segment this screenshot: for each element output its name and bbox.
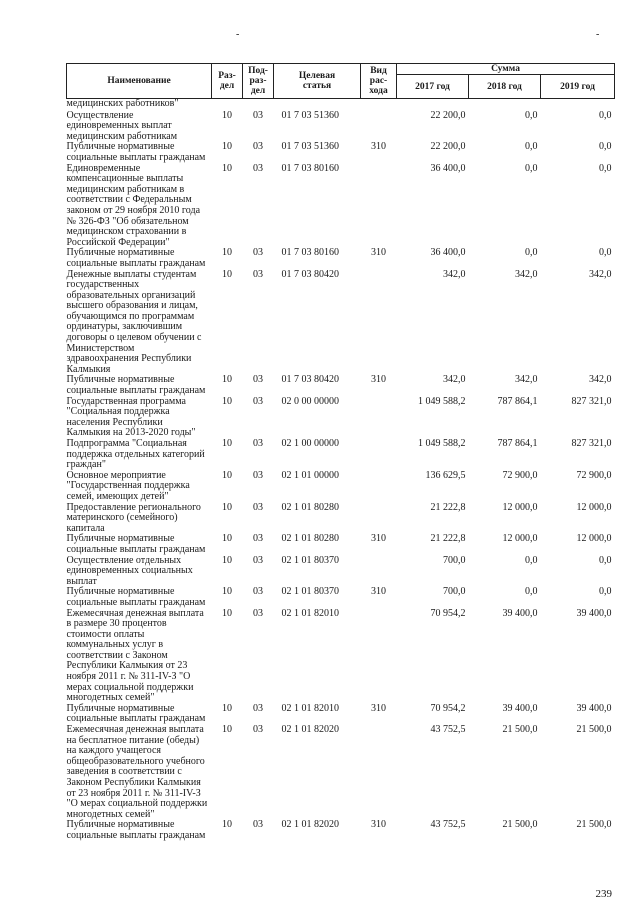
row-sum-2019: 21 500,0 <box>576 724 612 736</box>
row-target: 01 7 03 80160 <box>281 162 339 174</box>
row-razdel <box>212 99 243 110</box>
row-sum-2019: 12 000,0 <box>576 501 612 513</box>
row-name: Основное мероприятие "Государственная поддержка семей, имеющих детей" <box>66 469 190 502</box>
row-vid: 310 <box>371 702 386 714</box>
row-vid <box>361 397 397 439</box>
row-vid: 310 <box>371 586 386 598</box>
row-target <box>274 99 361 110</box>
row-target: 02 1 01 00000 <box>281 469 339 481</box>
table-row <box>67 704 615 725</box>
row-podrazdel: 03 <box>253 438 263 449</box>
row-target: 02 1 01 80370 <box>281 554 339 566</box>
row-sum-2018: 0,0 <box>525 554 538 566</box>
row-sum-2017: 22 200,0 <box>430 141 466 153</box>
table-body <box>67 99 615 842</box>
row-sum-2019: 0,0 <box>599 586 612 598</box>
row-name: Единовременные компенсационные выплаты медицинским работникам в соответствии с Федеральным законом от 29 ноября 2010 года № 326-ФЗ "Об обязательном медицинском страховании в Российской Федерации" <box>66 162 201 248</box>
header-razdel: Раз- дел <box>212 64 243 99</box>
top-mark-right: - <box>596 29 600 40</box>
header-name: Наименование <box>67 64 212 99</box>
row-vid <box>361 725 397 820</box>
row-sum-2017: 1 049 588,2 <box>418 395 466 407</box>
row-razdel: 10 <box>222 724 232 736</box>
row-sum-2019: 827 321,0 <box>571 395 612 407</box>
row-vid <box>361 471 397 503</box>
row-sum-2018: 21 500,0 <box>502 724 538 736</box>
table-row <box>67 587 615 608</box>
row-sum-2018: 0,0 <box>525 586 538 598</box>
page-number: 239 <box>595 888 612 900</box>
row-sum-2017: 43 752,5 <box>430 819 466 831</box>
row-target: 02 1 00 00000 <box>281 438 339 449</box>
row-target: 02 0 00 00000 <box>281 395 339 407</box>
table-row <box>67 142 615 163</box>
header-sum: Сумма <box>397 64 615 75</box>
row-razdel: 10 <box>222 819 232 831</box>
row-target: 02 1 01 82020 <box>281 724 339 736</box>
row-podrazdel: 03 <box>253 724 263 736</box>
row-target: 01 7 03 51360 <box>281 109 339 121</box>
row-vid: 310 <box>371 141 386 153</box>
row-sum-2018: 787 864,1 <box>497 395 538 407</box>
row-target: 01 7 03 80420 <box>281 374 339 386</box>
row-razdel: 10 <box>222 141 232 153</box>
row-sum-2018: 12 000,0 <box>502 533 538 545</box>
row-podrazdel: 03 <box>253 554 263 566</box>
row-sum-2017: 36 400,0 <box>430 162 466 174</box>
table-row <box>67 270 615 376</box>
row-sum-2019: 342,0 <box>589 374 612 386</box>
row-name: Публичные нормативные социальные выплаты гражданам <box>66 533 206 555</box>
table-row <box>67 503 615 535</box>
row-name: Подпрограмма "Социальная поддержка отдельных категорий граждан" <box>66 438 205 471</box>
row-sum-2018: 787 864,1 <box>497 438 538 449</box>
row-sum-2019: 827 321,0 <box>571 438 612 449</box>
row-name: Публичные нормативные социальные выплаты гражданам <box>66 702 206 725</box>
row-target: 01 7 03 51360 <box>281 141 339 153</box>
table-row <box>67 609 615 704</box>
row-sum-2018: 342,0 <box>515 374 538 386</box>
row-name: Публичные нормативные социальные выплаты гражданам <box>66 819 206 841</box>
row-target: 01 7 03 80420 <box>281 268 339 280</box>
row-target: 02 1 01 80280 <box>281 533 339 545</box>
row-razdel: 10 <box>222 374 232 386</box>
row-sum-2018: 39 400,0 <box>502 607 538 619</box>
row-sum-2017: 342,0 <box>443 268 466 280</box>
row-razdel: 10 <box>222 162 232 174</box>
row-target: 02 1 01 82020 <box>281 819 339 831</box>
row-name: Публичные нормативные социальные выплаты гражданам <box>66 586 206 608</box>
row-name: Осуществление единовременных выплат медицинским работникам <box>66 109 178 142</box>
table-row <box>67 397 615 439</box>
row-sum-2017 <box>397 99 469 110</box>
table-row <box>67 725 615 820</box>
row-vid <box>361 164 397 249</box>
row-vid: 310 <box>371 374 386 386</box>
table-row <box>67 99 615 110</box>
table-row <box>67 248 615 269</box>
row-sum-2018: 72 900,0 <box>502 469 538 481</box>
row-razdel: 10 <box>222 586 232 598</box>
row-target: 02 1 01 80370 <box>281 586 339 598</box>
row-sum-2017: 700,0 <box>443 554 466 566</box>
row-sum-2017: 70 954,2 <box>430 607 466 619</box>
row-podrazdel: 03 <box>253 469 263 481</box>
row-vid <box>361 503 397 535</box>
row-podrazdel: 03 <box>253 109 263 121</box>
row-sum-2017: 21 222,8 <box>430 533 466 545</box>
row-name: Публичные нормативные социальные выплаты гражданам <box>66 141 206 163</box>
row-podrazdel: 03 <box>253 702 263 714</box>
row-sum-2018 <box>469 99 541 110</box>
row-sum-2017: 22 200,0 <box>430 109 466 121</box>
row-sum-2018: 0,0 <box>525 141 538 153</box>
row-sum-2017: 43 752,5 <box>430 724 466 736</box>
row-razdel: 10 <box>222 438 232 449</box>
row-target: 02 1 01 80280 <box>281 501 339 513</box>
row-sum-2019: 21 500,0 <box>576 819 612 831</box>
table-row <box>67 110 615 143</box>
row-sum-2019: 0,0 <box>599 109 612 121</box>
row-podrazdel: 03 <box>253 374 263 386</box>
row-sum-2018: 0,0 <box>525 109 538 121</box>
top-mark-left: - <box>236 29 240 40</box>
row-sum-2019: 0,0 <box>599 247 612 259</box>
row-sum-2018: 342,0 <box>515 268 538 280</box>
row-vid <box>361 110 397 143</box>
row-razdel: 10 <box>222 607 232 619</box>
row-podrazdel: 03 <box>253 162 263 174</box>
row-sum-2019: 39 400,0 <box>576 702 612 714</box>
row-name: Ежемесячная денежная выплата на бесплатное питание (обеды) на каждого учащегося общеобразовательного учебного заведения в соответствии с Законом Республики Калмыкия от 23 ноября 2011 г. № 311-IV-З "О мерах социальной поддержки многодетных семей" <box>66 724 208 820</box>
row-vid <box>361 556 397 588</box>
row-target: 01 7 03 80160 <box>281 247 339 259</box>
row-vid <box>361 609 397 704</box>
row-name: Предоставление регионального материнского (семейного) капитала <box>66 501 201 534</box>
row-sum-2019: 342,0 <box>589 268 612 280</box>
table-header <box>67 64 615 99</box>
row-sum-2018: 39 400,0 <box>502 702 538 714</box>
row-razdel: 10 <box>222 109 232 121</box>
row-name: Публичные нормативные социальные выплаты гражданам <box>66 247 206 269</box>
row-sum-2017: 70 954,2 <box>430 702 466 714</box>
row-target: 02 1 01 82010 <box>281 607 339 619</box>
row-sum-2017: 21 222,8 <box>430 501 466 513</box>
table-row <box>67 375 615 396</box>
row-target: 02 1 01 82010 <box>281 702 339 714</box>
row-razdel: 10 <box>222 469 232 481</box>
row-sum-2019: 0,0 <box>599 162 612 174</box>
row-razdel: 10 <box>222 247 232 259</box>
row-sum-2019: 0,0 <box>599 141 612 153</box>
header-year-2019: 2019 год <box>541 75 615 99</box>
table-row <box>67 164 615 249</box>
row-sum-2017: 36 400,0 <box>430 247 466 259</box>
row-vid <box>361 270 397 376</box>
row-sum-2018: 0,0 <box>525 162 538 174</box>
row-podrazdel: 03 <box>253 533 263 545</box>
row-name: Ежемесячная денежная выплата в размере 30 процентов стоимости оплаты коммунальных услуг в соответствии с Законом Республики Калмыкия от 23 ноября 2011 г. № 311-IV-З "О мерах социальной поддержки многодетных семей" <box>66 607 204 704</box>
row-sum-2017: 136 629,5 <box>425 469 466 481</box>
row-razdel: 10 <box>222 395 232 407</box>
row-podrazdel: 03 <box>253 501 263 513</box>
row-sum-2019: 72 900,0 <box>576 469 612 481</box>
table-row <box>67 820 615 841</box>
row-podrazdel: 03 <box>253 141 263 153</box>
row-podrazdel: 03 <box>253 268 263 280</box>
row-name: Публичные нормативные социальные выплаты гражданам <box>66 374 206 397</box>
header-year-2017: 2017 год <box>397 75 469 99</box>
table-row <box>67 534 615 555</box>
row-vid <box>361 439 397 471</box>
row-razdel: 10 <box>222 702 232 714</box>
header-vid: Вид рас- хода <box>361 64 397 99</box>
row-name: Осуществление отдельных единовременных социальных выплат <box>66 554 193 587</box>
row-podrazdel: 03 <box>253 586 263 598</box>
row-podrazdel <box>243 99 274 110</box>
row-razdel: 10 <box>222 501 232 513</box>
table-row <box>67 471 615 503</box>
row-sum-2018: 21 500,0 <box>502 819 538 831</box>
row-sum-2019: 0,0 <box>599 554 612 566</box>
row-name: медицинских работников" <box>66 98 179 109</box>
header-year-2018: 2018 год <box>469 75 541 99</box>
row-podrazdel: 03 <box>253 607 263 619</box>
row-sum-2018: 12 000,0 <box>502 501 538 513</box>
row-sum-2019: 12 000,0 <box>576 533 612 545</box>
row-sum-2017: 342,0 <box>443 374 466 386</box>
row-sum-2017: 700,0 <box>443 586 466 598</box>
row-name: Государственная программа "Социальная поддержка населения Республики Калмыкия на 2013-2020 годы" <box>66 395 196 439</box>
row-sum-2017: 1 049 588,2 <box>418 438 466 449</box>
row-name: Денежные выплаты студентам государственных образовательных организаций высшего образования и лицам, обучающимся по программам ординатуры, заключившим договоры о целевом обучении с Министерством здравоохранения Республики Калмыкия <box>66 268 202 375</box>
row-sum-2019 <box>541 99 615 110</box>
row-razdel: 10 <box>222 533 232 545</box>
row-vid: 310 <box>371 247 386 259</box>
row-vid: 310 <box>371 533 386 545</box>
row-razdel: 10 <box>222 268 232 280</box>
row-vid: 310 <box>371 819 386 831</box>
row-podrazdel: 03 <box>253 395 263 407</box>
table-row <box>67 439 615 471</box>
row-sum-2019: 39 400,0 <box>576 607 612 619</box>
table-row <box>67 556 615 588</box>
row-vid <box>361 99 397 110</box>
row-podrazdel: 03 <box>253 247 263 259</box>
row-razdel: 10 <box>222 554 232 566</box>
header-podrazdel: Под- раз- дел <box>243 64 274 99</box>
row-sum-2018: 0,0 <box>525 247 538 259</box>
row-podrazdel: 03 <box>253 819 263 831</box>
budget-table <box>66 63 615 842</box>
header-target: Целевая статья <box>274 64 361 99</box>
